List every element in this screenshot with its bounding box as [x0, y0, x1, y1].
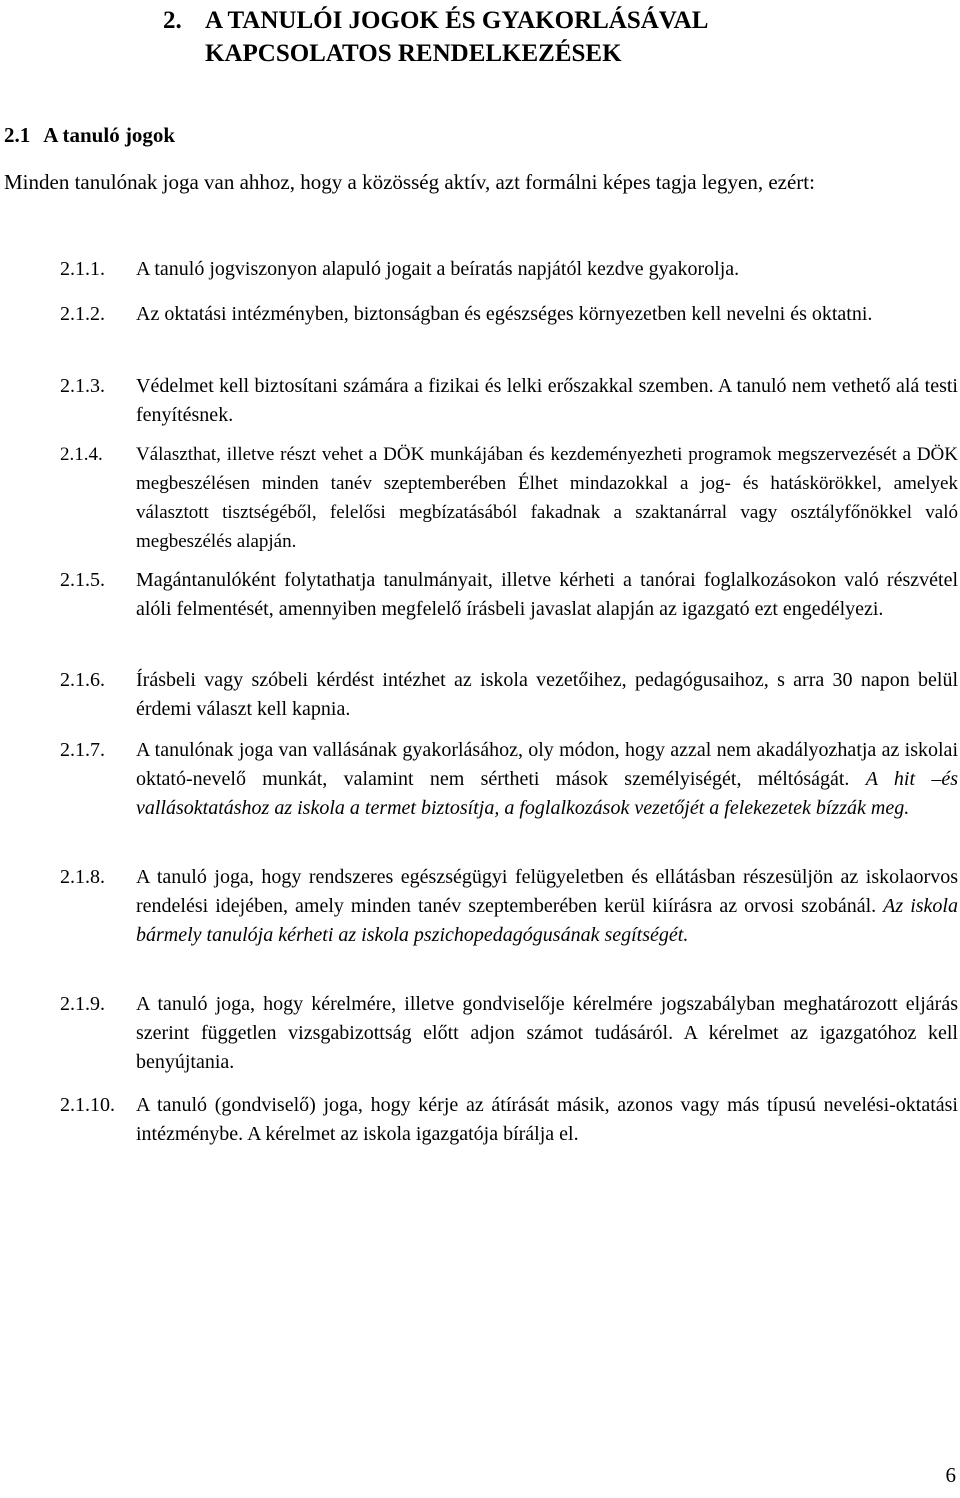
- list-item: [60, 300, 958, 329]
- item-number: 2.1.5.: [60, 569, 105, 591]
- item-number: 2.1.9.: [60, 993, 105, 1015]
- item-number: 2.1.10.: [60, 1094, 115, 1116]
- item-text: Választhat, illetve részt vehet a DÖK munkájában és kezdeményezheti programok megszervezését a DÖK megbeszélésen minden tanév szeptemberében Élhet mindazokkal a jog- és hatáskörökkel, amelyek választott tisztségéből, felelősi megbízatásából fakadnak a szaktanárral vagy osztályfőnökkel való megbeszélés alapján.: [136, 444, 958, 552]
- item-text: Írásbeli vagy szóbeli kérdést intézhet az iskola vezetőihez, pedagógusaihoz, s arra 30 napon belül érdemi választ kell kapnia.: [136, 669, 958, 720]
- item-text: Magántanulóként folytathatja tanulmányait, illetve kérheti a tanórai foglalkozásokon való részvétel alóli felmentését, amennyiben megfelelő írásbeli javaslat alapján az igazgató ezt engedélyezi.: [136, 569, 958, 620]
- item-number: 2.1.2.: [60, 303, 105, 325]
- item-number: 2.1.3.: [60, 375, 105, 397]
- item-text: Védelmet kell biztosítani számára a fizikai és lelki erőszakkal szemben. A tanuló nem vethető alá testi fenyítésnek.: [136, 375, 958, 426]
- subsection-title: A tanuló jogok: [43, 123, 176, 147]
- list-item: [60, 990, 958, 1077]
- section-number: 2.: [163, 7, 182, 34]
- item-italic-note: Az iskola bármely tanulója kérheti az iskola pszichopedagógusának segítségét.: [136, 895, 958, 946]
- section-title-line-2: KAPCSOLATOS RENDELKEZÉSEK: [205, 40, 622, 67]
- item-number: 2.1.8.: [60, 866, 105, 888]
- item-number: 2.1.4.: [60, 444, 103, 465]
- item-number: 2.1.7.: [60, 739, 105, 761]
- subsection-heading: [4, 121, 175, 149]
- page-number: 6: [945, 1463, 956, 1487]
- item-text: A tanulónak joga van vallásának gyakorlásához, oly módon, hogy azzal nem akadályozhatja az iskolai oktató-nevelő munkát, valamint nem sértheti mások személyiségét, méltóságát.: [136, 739, 958, 790]
- intro-paragraph: Minden tanulónak joga van ahhoz, hogy a közösség aktív, azt formálni képes tagja legyen, ezért:: [4, 170, 815, 194]
- list-item: [60, 440, 958, 556]
- list-item: [60, 736, 958, 823]
- item-number: 2.1.6.: [60, 669, 105, 691]
- section-title-line-1: A TANULÓI JOGOK ÉS GYAKORLÁSÁVAL: [205, 7, 709, 34]
- item-text: A tanuló jogviszonyon alapuló jogait a beíratás napjától kezdve gyakorolja.: [136, 258, 740, 280]
- list-item: [60, 372, 958, 430]
- item-text: A tanuló joga, hogy kérelmére, illetve gondviselője kérelmére jogszabályban meghatározott eljárás szerint független vizsgabizottság előtt adjon számot tudásáról. A kérelmet az igazgatóhoz kell benyújtania.: [136, 993, 958, 1073]
- item-italic-note: A hit –és vallásoktatáshoz az iskola a termet biztosítja, a foglalkozások vezetőjét a felekezetek bízzák meg.: [136, 768, 958, 819]
- item-text: A tanuló (gondviselő) joga, hogy kérje az átírását másik, azonos vagy más típusú nevelési-oktatási intézménybe. A kérelmet az iskola igazgatója bírálja el.: [136, 1094, 958, 1145]
- list-item: [60, 863, 958, 950]
- item-text: A tanuló joga, hogy rendszeres egészségügyi felügyeletben és ellátásban részesüljön az iskolaorvos rendelési idejében, amely minden tanév szeptemberében kerül kiírásra az orvosi szobánál.: [136, 866, 958, 917]
- list-item: [60, 566, 958, 624]
- list-item: [60, 1091, 958, 1149]
- item-text: Az oktatási intézményben, biztonságban és egészséges környezetben kell nevelni és oktatni.: [136, 303, 873, 325]
- section-heading: [163, 4, 943, 70]
- list-item: [60, 255, 958, 284]
- subsection-number: 2.1: [4, 123, 31, 147]
- list-item: [60, 666, 958, 724]
- item-number: 2.1.1.: [60, 258, 105, 280]
